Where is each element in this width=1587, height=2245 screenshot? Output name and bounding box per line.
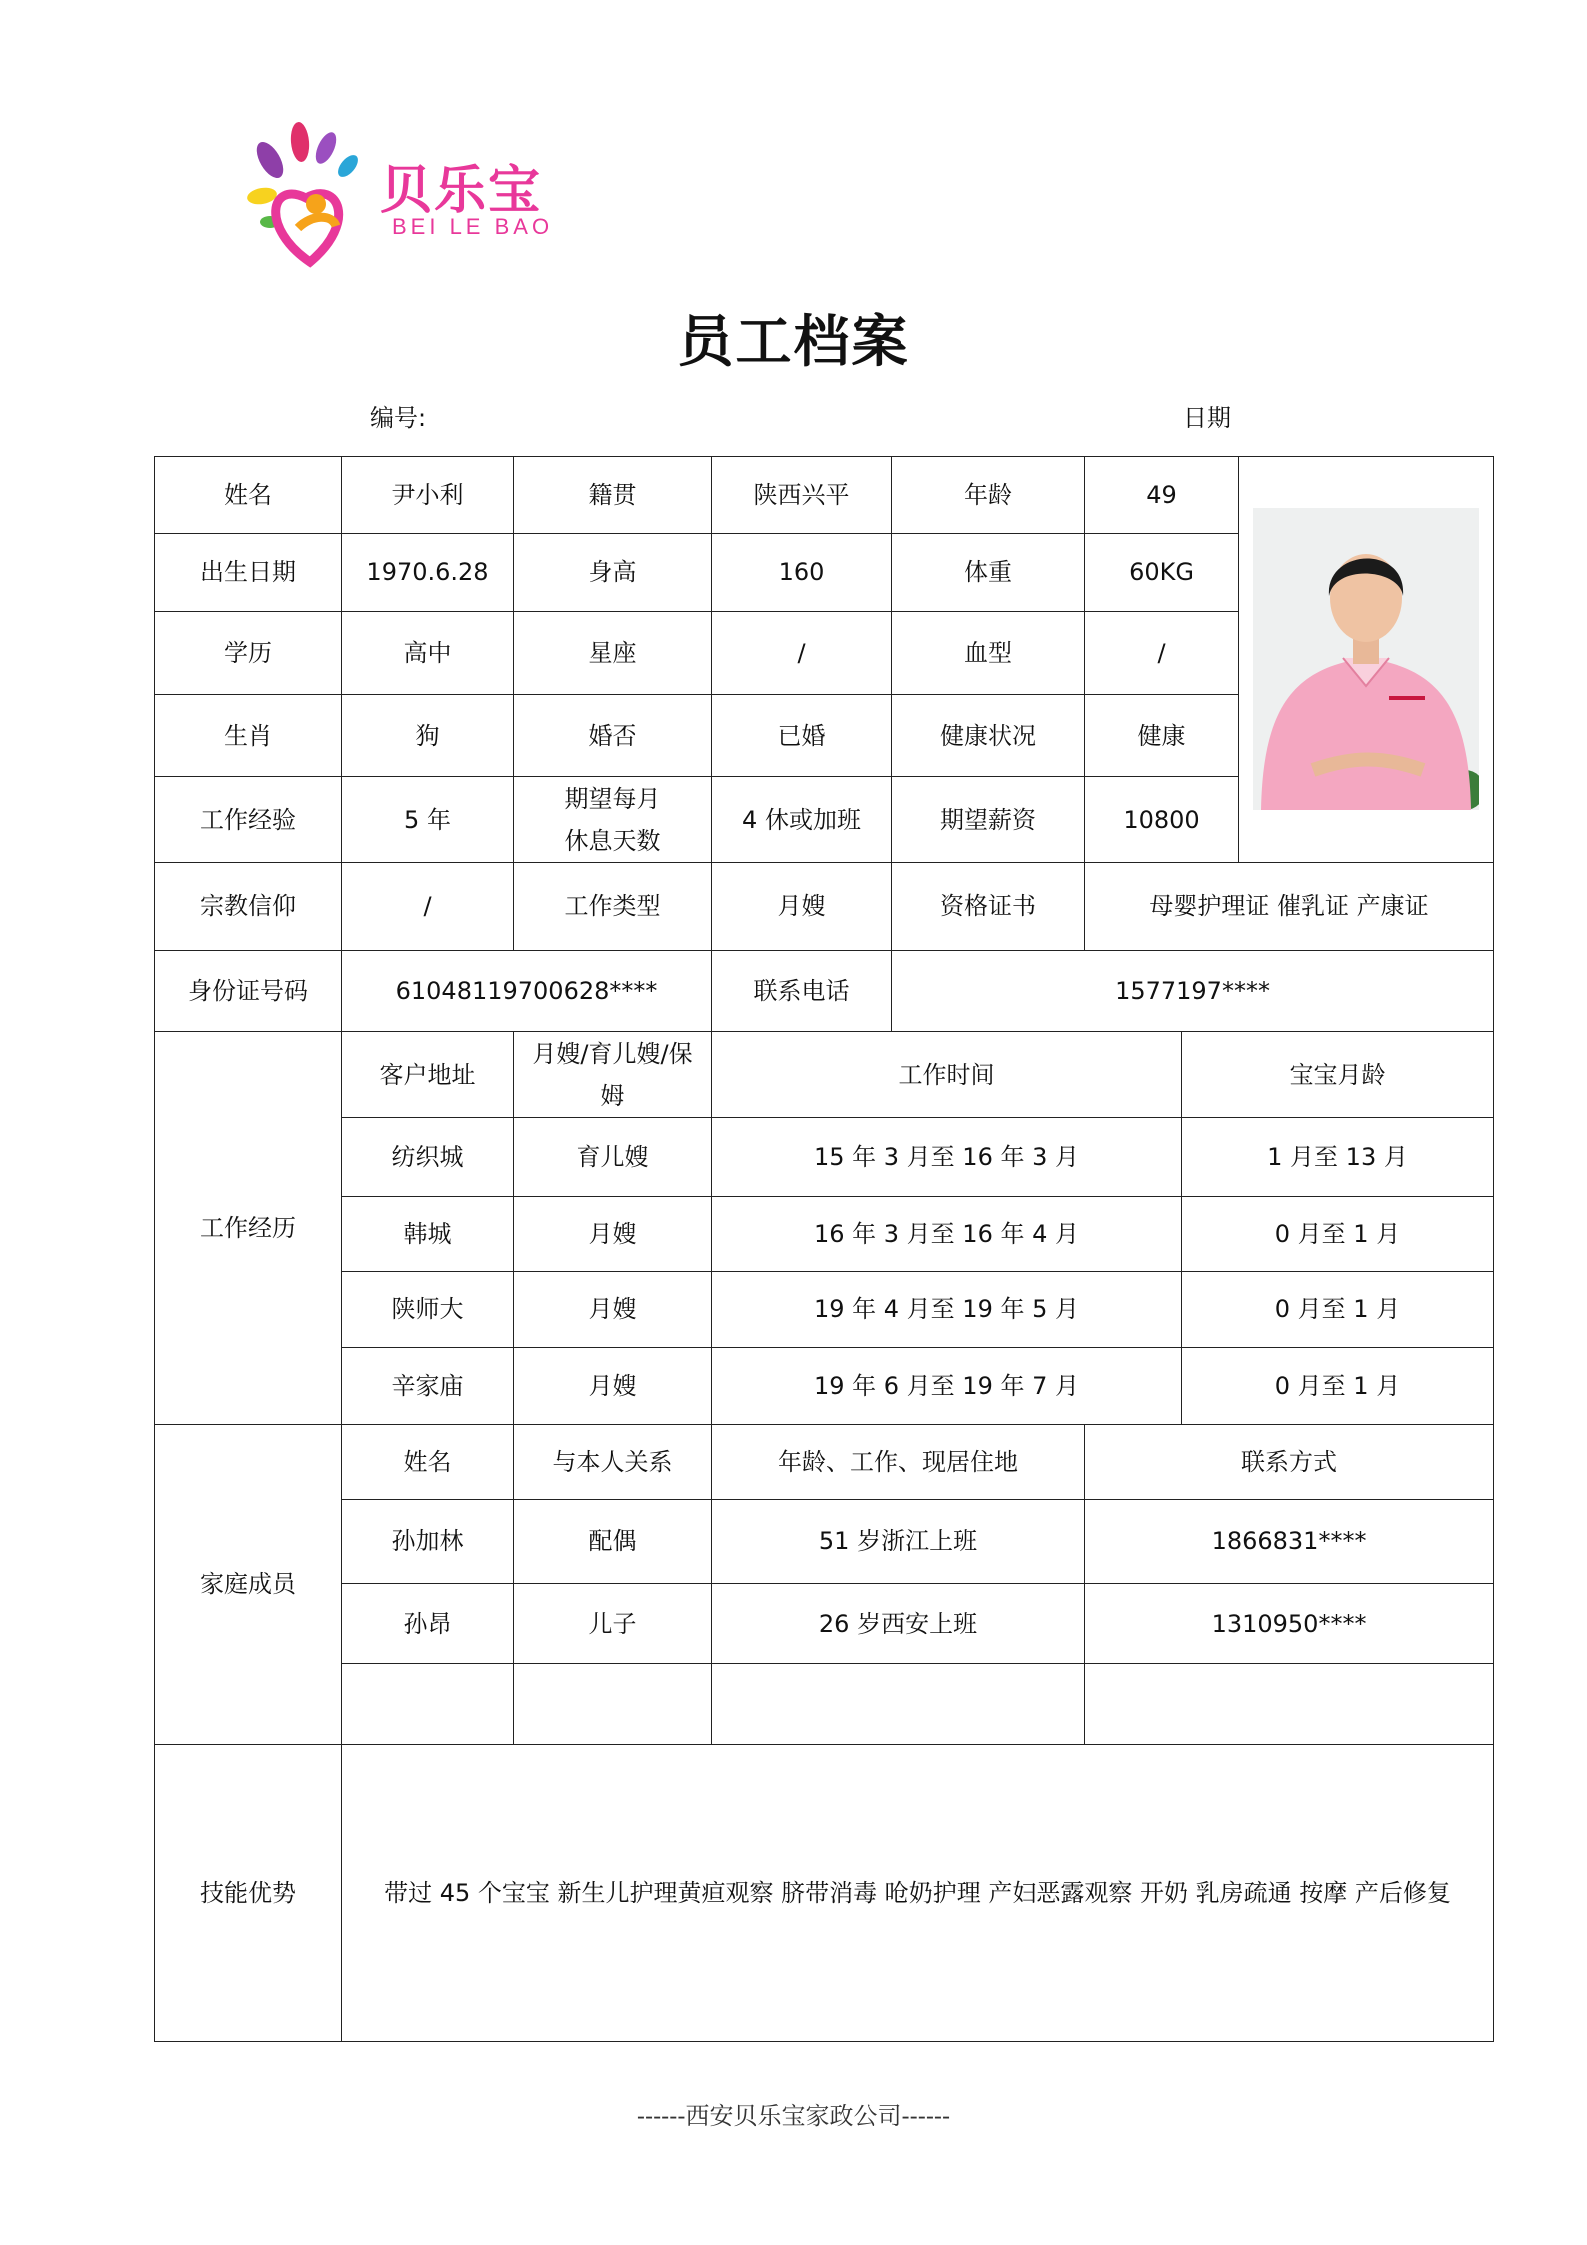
constellation-label: 星座: [514, 611, 712, 694]
table-row: [155, 1499, 1494, 1583]
job-type-label: 工作类型: [514, 862, 712, 950]
certificate-value: 母婴护理证 催乳证 产康证: [1085, 862, 1494, 950]
logo-mark: [240, 118, 380, 268]
education-label: 学历: [155, 611, 342, 694]
name-label: 姓名: [155, 457, 342, 534]
salary-label: 期望薪资: [892, 777, 1085, 862]
table-row: [155, 1347, 1494, 1424]
family-info-empty: [712, 1664, 1085, 1744]
family-name: 孙昂: [342, 1583, 514, 1663]
work-address: 辛家庙: [342, 1347, 514, 1424]
company-logo: [240, 118, 580, 268]
height-value: 160: [712, 534, 892, 611]
health-label: 健康状况: [892, 695, 1085, 777]
weight-label: 体重: [892, 534, 1085, 611]
brand-name-cn: 贝乐宝: [380, 161, 543, 221]
family-label: 家庭成员: [155, 1425, 342, 1744]
family-contact-empty: [1085, 1664, 1494, 1744]
date-label: 日期: [1183, 404, 1231, 432]
blood-value: /: [1085, 611, 1239, 694]
work-baby-age: 1 月至 13 月: [1182, 1117, 1494, 1196]
salary-value: 10800: [1085, 777, 1239, 862]
work-time: 19 年 4 月至 19 年 5 月: [712, 1271, 1182, 1347]
family-contact: 1866831****: [1085, 1499, 1494, 1583]
family-header-name: 姓名: [342, 1425, 514, 1499]
zodiac-value: 狗: [342, 695, 514, 777]
family-contact: 1310950****: [1085, 1583, 1494, 1663]
job-type-value: 月嫂: [712, 862, 892, 950]
table-row: [155, 1271, 1494, 1347]
religion-label: 宗教信仰: [155, 862, 342, 950]
work-history-label: 工作经历: [155, 1032, 342, 1425]
phone-value: 1577197****: [892, 951, 1494, 1032]
experience-label: 工作经验: [155, 777, 342, 862]
zodiac-label: 生肖: [155, 695, 342, 777]
brand-name-en: BEI LE BAO: [392, 214, 554, 239]
work-role: 月嫂: [514, 1271, 712, 1347]
family-info: 26 岁西安上班: [712, 1583, 1085, 1663]
name-value: 尹小利: [342, 457, 514, 534]
age-label: 年龄: [892, 457, 1085, 534]
family-relation-empty: [514, 1664, 712, 1744]
family-name-empty: [342, 1664, 514, 1744]
skills-value: 带过 45 个宝宝 新生儿护理黄疸观察 脐带消毒 呛奶护理 产妇恶露观察 开奶 乳房疏通 按摩 产后修复: [342, 1744, 1494, 2041]
table-row: [155, 1583, 1494, 1663]
family-relation: 儿子: [514, 1583, 712, 1663]
certificate-label: 资格证书: [892, 862, 1085, 950]
work-header-baby-age: 宝宝月龄: [1182, 1032, 1494, 1117]
work-header-address: 客户地址: [342, 1032, 514, 1117]
work-time: 19 年 6 月至 19 年 7 月: [712, 1347, 1182, 1424]
health-value: 健康: [1085, 695, 1239, 777]
work-address: 韩城: [342, 1197, 514, 1271]
photo-cell: [1239, 457, 1494, 863]
education-value: 高中: [342, 611, 514, 694]
document-title: 员工档案: [677, 310, 910, 375]
phone-label: 联系电话: [712, 951, 892, 1032]
family-header-relation: 与本人关系: [514, 1425, 712, 1499]
religion-value: /: [342, 862, 514, 950]
id-number-value: 61048119700628****: [342, 951, 712, 1032]
rest-days-value: 4 休或加班: [712, 777, 892, 862]
table-row: [155, 1197, 1494, 1271]
blood-label: 血型: [892, 611, 1085, 694]
family-name: 孙加林: [342, 1499, 514, 1583]
work-header-role-line-1: 月嫂/育儿嫂/保: [532, 1039, 693, 1068]
rest-days-label-line-1: 期望每月: [564, 784, 661, 813]
skills-label: 技能优势: [155, 1744, 342, 2041]
work-header-time: 工作时间: [712, 1032, 1182, 1117]
rest-days-label-line-2: 休息天数: [564, 826, 661, 855]
employee-form-table: [154, 456, 1494, 2042]
number-label: 编号:: [370, 404, 427, 432]
family-relation: 配偶: [514, 1499, 712, 1583]
employee-photo: [1253, 508, 1479, 810]
weight-value: 60KG: [1085, 534, 1239, 611]
height-label: 身高: [514, 534, 712, 611]
work-address: 纺织城: [342, 1117, 514, 1196]
age-value: 49: [1085, 457, 1239, 534]
rest-days-label: [514, 777, 712, 862]
family-header-info: 年龄、工作、现居住地: [712, 1425, 1085, 1499]
origin-label: 籍贯: [514, 457, 712, 534]
work-header-role-line-2: 姆: [600, 1081, 625, 1110]
marriage-value: 已婚: [712, 695, 892, 777]
work-baby-age: 0 月至 1 月: [1182, 1197, 1494, 1271]
birth-label: 出生日期: [155, 534, 342, 611]
work-role: 育儿嫂: [514, 1117, 712, 1196]
table-row: [155, 1664, 1494, 1744]
id-number-label: 身份证号码: [155, 951, 342, 1032]
table-row: [155, 1117, 1494, 1196]
work-time: 15 年 3 月至 16 年 3 月: [712, 1117, 1182, 1196]
work-address: 陕师大: [342, 1271, 514, 1347]
work-baby-age: 0 月至 1 月: [1182, 1347, 1494, 1424]
experience-value: 5 年: [342, 777, 514, 862]
work-role: 月嫂: [514, 1347, 712, 1424]
marriage-label: 婚否: [514, 695, 712, 777]
family-info: 51 岁浙江上班: [712, 1499, 1085, 1583]
constellation-value: /: [712, 611, 892, 694]
work-role: 月嫂: [514, 1197, 712, 1271]
birth-value: 1970.6.28: [342, 534, 514, 611]
family-header-contact: 联系方式: [1085, 1425, 1494, 1499]
work-time: 16 年 3 月至 16 年 4 月: [712, 1197, 1182, 1271]
work-header-role: [514, 1032, 712, 1117]
work-baby-age: 0 月至 1 月: [1182, 1271, 1494, 1347]
origin-value: 陕西兴平: [712, 457, 892, 534]
footer-company: ------西安贝乐宝家政公司------: [636, 2102, 951, 2130]
